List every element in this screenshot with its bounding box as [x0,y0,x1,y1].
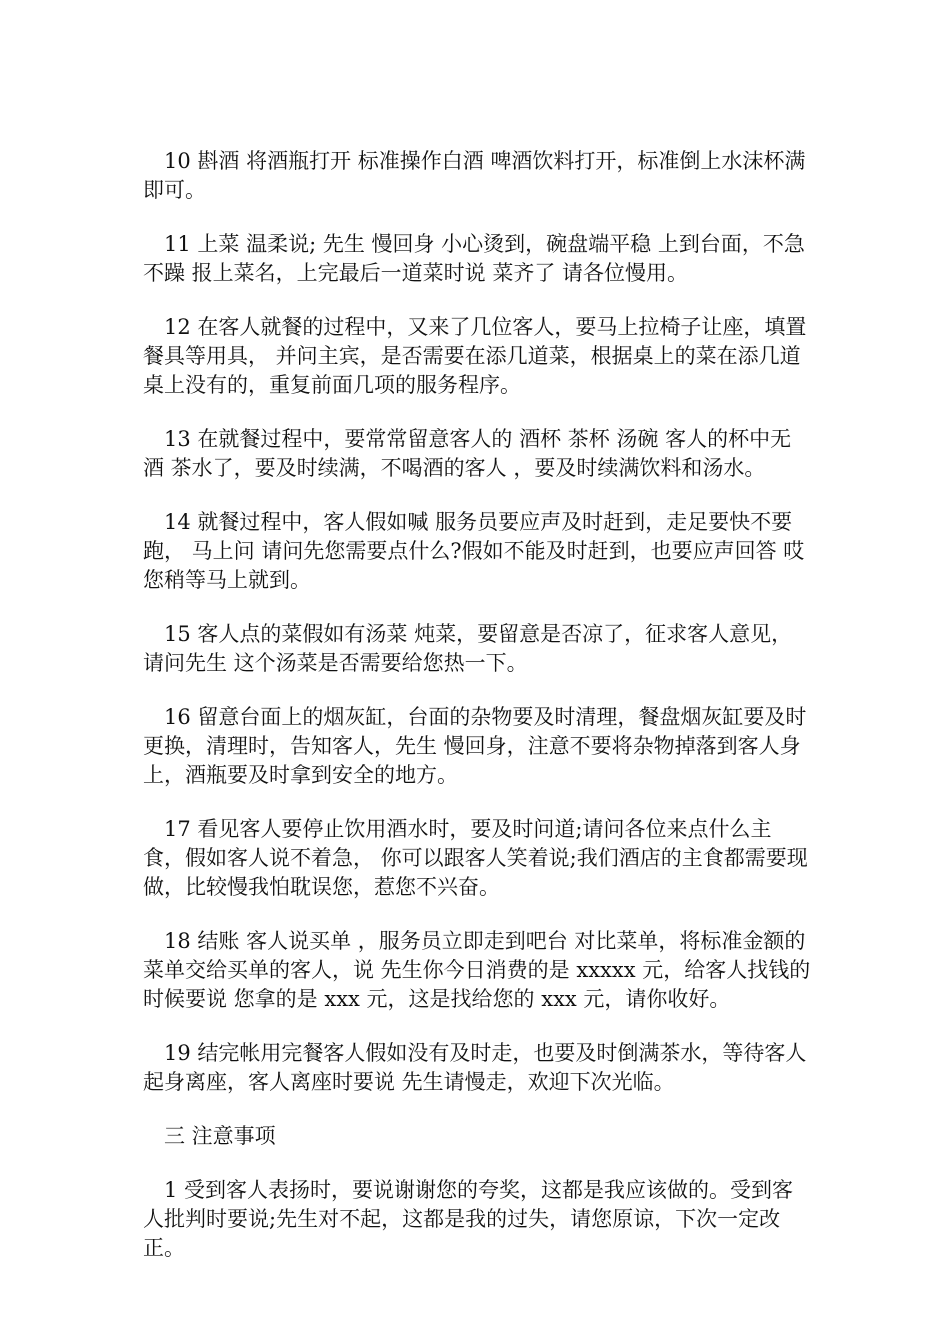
paragraph-18-checkout: 18 结账 客人说买单 ，服务员立即走到吧台 对比菜单，将标准金额的菜单交给买单的客人，说 先生你今日消费的是 xxxxx 元，给客人找钱的时候要说 您拿的是 xxx 元，这是找给您的 xxx 元，请你收好。 [143,929,811,1011]
paragraph-15-soup-temperature: 15 客人点的菜假如有汤菜 炖菜，要留意是否凉了，征求客人意见，请问先生 这个汤菜是否需要给您热一下。 [143,622,793,675]
paragraph-notes-1: 1 受到客人表扬时，要说谢谢您的夸奖，这都是我应该做的。受到客人批判时要说;先生对不起，这都是我的过失，请您原谅，下次一定改正。 [143,1178,794,1260]
paragraph-12-new-guests: 12 在客人就餐的过程中，又来了几位客人，要马上拉椅子让座，填置餐具等用具， 并问主宾，是否需要在添几道菜，根据桌上的菜在添几道桌上没有的，重复前面几项的服务程序。 [143,315,807,397]
section-heading-notes: 三 注意事项 [164,1124,276,1148]
paragraph-14-respond-to-call: 14 就餐过程中，客人假如喊 服务员要应声及时赶到，走足要快不要跑， 马上问 请问先您需要点什么?假如不能及时赶到，也要应声回答 哎 您稍等马上就到。 [143,510,805,592]
paragraph-19-farewell: 19 结完帐用完餐客人假如没有及时走，也要及时倒满茶水，等待客人起身离座，客人离座时要说 先生请慢走，欢迎下次光临。 [143,1041,807,1094]
paragraph-17-staple-food: 17 看见客人要停止饮用酒水时，要及时问道;请问各位来点什么主食，假如客人说不着急， 你可以跟客人笑着说;我们酒店的主食都需要现做，比较慢我怕耽误您，惹您不兴奋。 [143,817,808,899]
document-body [143,147,811,1288]
paragraph-10-pour-wine: 10 斟酒 将酒瓶打开 标准操作白酒 啤酒饮料打开，标准倒上水沫杯满即可。 [143,149,806,202]
paragraph-11-serve-dishes: 11 上菜 温柔说; 先生 慢回身 小心烫到，碗盘端平稳 上到台面，不急不躁 报上菜名，上完最后一道菜时说 菜齐了 请各位慢用。 [143,232,805,285]
paragraph-13-refill-drinks: 13 在就餐过程中，要常常留意客人的 酒杯 茶杯 汤碗 客人的杯中无酒 茶水了，要及时续满，不喝酒的客人 ，要及时续满饮料和汤水。 [143,427,792,480]
paragraph-16-ashtray-cleanup: 16 留意台面上的烟灰缸，台面的杂物要及时清理，餐盘烟灰缸要及时更换，清理时，告知客人，先生 慢回身，注意不要将杂物掉落到客人身上，酒瓶要及时拿到安全的地方。 [143,705,807,787]
